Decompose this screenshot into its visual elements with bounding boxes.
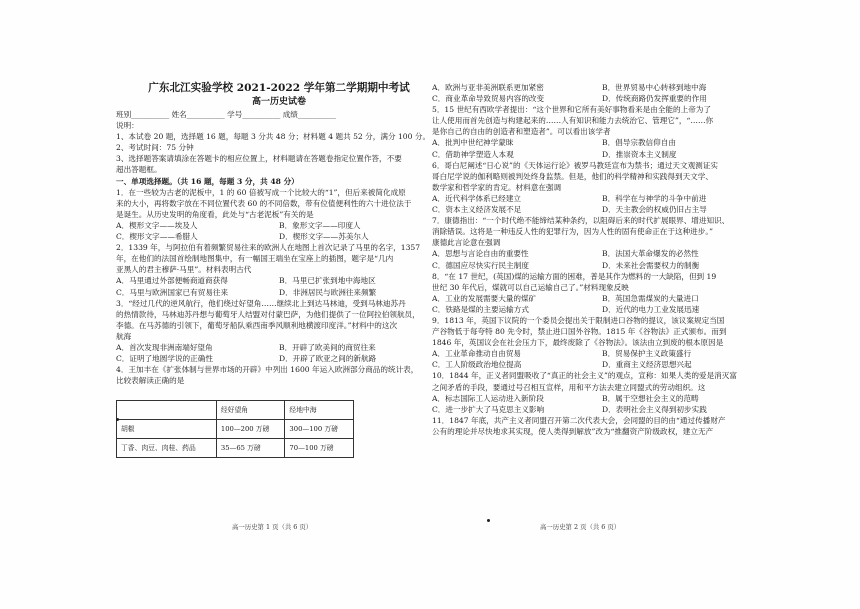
- question-4: [116, 364, 442, 458]
- table-cell: 100—200 万磅: [216, 420, 285, 439]
- table-row: [117, 439, 354, 458]
- question-text: 3．“经过几代的逆风航行，他们绕过好望角……继续北上到达马林迪，受到马林迪苏丹: [116, 298, 406, 308]
- question-text: 产谷物低于每夸特 80 先令时，禁止进口国外谷物。1815 年《谷物法》正式颁布。而到: [432, 327, 727, 337]
- option-c: C．借助神学塑造人本观: [432, 149, 514, 159]
- option-c: C．商业革命导致贸易内容的改变: [432, 94, 545, 104]
- question-6: [432, 160, 772, 215]
- option-d: D．传统商路仍发挥重要的作用: [602, 94, 707, 104]
- option-c: C．马里与欧洲国家已有贸易往来: [116, 287, 229, 297]
- option-b: B．象形文字——印度人: [279, 220, 361, 230]
- student-info-line: 班别__________ 姓名__________ 学号__________ 成绩__________: [116, 110, 336, 119]
- table-cell: 胡椒: [117, 420, 217, 439]
- option-row: [432, 137, 772, 148]
- option-c: C．德国应尽快实行民主制度: [432, 260, 529, 270]
- question-text: 8．“在 17 世纪，(英国)煤的运输方面的困难，普是其作为燃料的一大缺陷，但到 19: [432, 271, 717, 281]
- option-c: C．资本主义经济发展不足: [432, 205, 522, 215]
- question-text: 11．1847 年底，共产主义者同盟召开第二次代表大会，会同盟的目的由“通过传播财产: [432, 415, 726, 425]
- question-text: 航海: [116, 331, 132, 341]
- option-row: [116, 275, 442, 286]
- instructions-title: 说明：: [116, 121, 139, 131]
- option-b: B．贸易保护主义政策盛行: [602, 349, 692, 359]
- page-footer-right: 高一历史第 2 页（共 6 页）: [540, 523, 621, 531]
- instruction-line: 2、考试时间：75 分钟: [116, 143, 194, 153]
- question-text: 1．在一些较为古老的泥板中，1 的 60 倍被写成一个比较大的“1”，但后来被简化成原: [116, 187, 406, 197]
- option-b: B．倡导宗教信仰自由: [602, 138, 676, 148]
- option-a: A．思想与言论自由的重要性: [432, 249, 529, 259]
- option-a: A．楔形文字——埃及人: [116, 220, 198, 230]
- exam-page-left: [116, 82, 442, 512]
- question-text: 亚黑人的君主穆萨·马里”。材料表明古代: [116, 265, 252, 275]
- instruction-line: 3、选择题答案请填涂在答题卡的相应位置上，材料题请在答题卷指定位置作答，不要: [116, 154, 402, 164]
- question-text: 7．康德指出：“一个时代绝不能缔结某种条约，以阻碍后来的时代扩展眼界、增进知识、: [432, 216, 730, 226]
- option-b: B．马里已扩张到地中海地区: [279, 276, 376, 286]
- option-d: D．未来社会需要权力的制衡: [602, 260, 700, 270]
- option-b: B．科学在与神学的斗争中前进: [602, 193, 707, 203]
- table-cell: 300—100 万磅: [285, 420, 354, 439]
- exam-title: 广东北江实验学校 2021-2022 学年第二学期期中考试: [148, 82, 410, 94]
- instruction-line: 1、本试卷 20 题，选择题 16 题，每题 3 分共 48 分；材料题 4 题共 52 分，满分 100 分。: [116, 132, 431, 142]
- question-text: 哥白尼学说的伽利略则被判处终身监禁。但是，他们的科学精神和实践得到天文学、: [432, 171, 713, 181]
- scan-dot-mark: [116, 418, 119, 421]
- question-text: 年，在他们的法国首绘制地图集中，有一幅国王端坐在宝座上的插图，题字是“几内: [116, 254, 394, 264]
- section-heading: 一、单项选择题。（共 16 题，每题 3 分，共 48 分）: [116, 176, 299, 186]
- page-footer-left: 高一历史第 1 页（共 6 页）: [232, 523, 313, 531]
- option-row: [116, 231, 442, 242]
- table-header-cell: 经好望角: [216, 401, 285, 420]
- table-cell: 丁香、肉豆、肉桂、药品: [117, 439, 217, 458]
- option-d: D．开辟了欧亚之间的新航路: [279, 354, 377, 364]
- option-a: A．近代科学体系已经建立: [432, 193, 522, 203]
- question-3: [116, 298, 442, 365]
- question-text: 4．王加丰在《扩张体制与世界市场的开辟》中列出 1600 年运入欧洲部分商品的统计表，: [116, 365, 419, 375]
- option-row: [432, 260, 772, 271]
- option-d: D．天主教会的权威仍旧占主导: [602, 205, 707, 215]
- option-c: C．楔形文字——希腊人: [116, 232, 198, 242]
- option-d: D．近代的电力工业发展迅速: [602, 304, 700, 314]
- question-text: 的热情款待，马林迪苏丹想与葡萄牙人结盟对付蒙巴萨，为他们提供了一位阿拉伯领航员，: [116, 309, 420, 319]
- instruction-line: 超出答题框。: [116, 165, 162, 175]
- option-row: [432, 93, 772, 104]
- option-row: [116, 220, 442, 231]
- option-row: [432, 149, 772, 160]
- question-2: [116, 242, 442, 297]
- question-text: 让人使用而首先创造与构建起来的……人有知识和能力去统治它、管理它”，“……你: [432, 116, 714, 126]
- option-row: [116, 342, 442, 353]
- question-11: [432, 415, 772, 437]
- option-row: [432, 293, 772, 304]
- question-text: 世纪 30 年代后，煤就可以自己运输自己了。”材料现象反映: [432, 282, 629, 292]
- question-text: 比较表解读正确的是: [116, 376, 185, 386]
- option-c: C．证明了地圆学说的正确性: [116, 354, 213, 364]
- question-text: 10．1844 年，正义者同盟吸收了“真正的社会主义”的观点，宣称：如果人类的爱是消灭富: [432, 371, 737, 381]
- table-row: [117, 420, 354, 439]
- option-c: C．铁路是煤的主要运输方式: [432, 304, 529, 314]
- table-header-cell: 经地中海: [285, 401, 354, 420]
- option-a: A．首次发现非洲南端好望角: [116, 342, 213, 352]
- question-text: 来的大小，再将数字放在不同位置代表 60 的不同倍数，带有位值便利性的六十进位法于: [116, 198, 412, 208]
- question-5: [432, 104, 772, 159]
- table-header-cell: [117, 401, 217, 420]
- option-row: [432, 248, 772, 259]
- question-text: 2．1339 年，与阿拉伯有着频繁贸易往来的欧洲人在地图上首次记录了马里的名字，1357: [116, 243, 421, 253]
- question-10: [432, 370, 772, 414]
- option-a: A．批判中世纪神学蒙昧: [432, 138, 514, 148]
- question-text: 数学家和哲学家的肯定。材料意在强调: [432, 182, 562, 192]
- option-row: [432, 404, 772, 415]
- exam-subtitle: 高一历史试卷: [251, 97, 306, 107]
- instructions: [116, 131, 442, 175]
- table-cell: 70—100 万磅: [285, 439, 354, 458]
- option-c: C．工人阶级政治地位提高: [432, 360, 522, 370]
- exam-page-right: [432, 82, 772, 512]
- option-a: A．欧洲与亚非美洲联系更加紧密: [432, 83, 544, 92]
- option-row: [432, 348, 772, 359]
- option-b: B．英国急需煤炭的大量进口: [602, 293, 699, 303]
- question-7: [432, 215, 772, 270]
- question-text: 康德此言论意在强调: [432, 238, 501, 248]
- option-b: B．世界贸易中心转移到地中海: [602, 83, 707, 92]
- option-d: D．非洲居民与欧洲往来频繁: [279, 287, 377, 297]
- option-b: B．属于空想社会主义的范畴: [602, 393, 699, 403]
- question-text: 李德。在马苏德的引领下，葡萄牙船队乘西南季风顺利地横渡印度洋。”材料中的这次: [116, 320, 398, 330]
- table-cell: 35—65 万磅: [216, 439, 285, 458]
- option-a: A．标志国际工人运动进入新阶段: [432, 393, 544, 403]
- option-row: [432, 204, 772, 215]
- option-row: [116, 287, 442, 298]
- question-text: 9．1813 年，英国下议院的一个委员会提出关于限制进口谷物的提议，该议案规定当国: [432, 315, 725, 325]
- question-text: 5．15 世纪有西欧学者提出：“这个世界和它所有美好事物看来是由全能的上帝为了: [432, 105, 711, 115]
- option-b: B．开辟了欧美间的商贸往来: [279, 342, 376, 352]
- option-a: A．马里通过外部便畅商道商获得: [116, 276, 228, 286]
- option-row: [432, 82, 772, 93]
- question-text: 消除错误。这将是一种违反人性的犯罪行为，因为人性的固有使命正在于这种进步。”: [432, 227, 714, 237]
- question-text: 6．哥白尼阐述“日心说”的《天体运行论》被罗马教廷宣布为禁书；通过天文观测证实: [432, 160, 718, 170]
- question-text: 1846 年，英国议会在社会压力下，最终废除了《谷物法》。该法由立到废的根本原因是: [432, 338, 724, 348]
- option-row: [432, 359, 772, 370]
- question-9: [432, 315, 772, 370]
- option-b: B．法国大革命爆发的必然性: [602, 249, 699, 259]
- option-c: C．进一步扩大了马克思主义影响: [432, 404, 545, 414]
- question-8: [432, 271, 772, 315]
- option-d: D．表明社会主义得到初步实践: [602, 404, 707, 414]
- question-1: [116, 187, 442, 242]
- option-row: [432, 304, 772, 315]
- table-header-row: [117, 401, 354, 420]
- scan-dot-mark: [487, 519, 490, 522]
- option-row: [432, 193, 772, 204]
- option-d: D．楔形文字——苏美尔人: [279, 232, 369, 242]
- option-d: D．重商主义经济思想兴起: [602, 360, 692, 370]
- question-text: 是诞生。从历史发明的角度看，此处与“古老泥板”有关的是: [116, 209, 314, 219]
- question-text: 是你自己的自由的创造者和塑造者”。可以看出该学者: [432, 127, 611, 137]
- option-row: [116, 353, 442, 364]
- option-row: [432, 393, 772, 404]
- option-a: A．工业的发展需要大量的煤矿: [432, 293, 537, 303]
- goods-statistics-table: [116, 400, 354, 458]
- question-text: 公有的理论并尽快地求其实现，使人类得到解放”改为“推翻资产阶级政权，建立无产: [432, 426, 714, 436]
- question-text: 之间矛盾的手段，要通过号召相互宣样，用和平方法去建立同盟式的劳动组织。这: [432, 382, 706, 392]
- option-d: D．推崇资本主义制度: [602, 149, 677, 159]
- option-a: A．工业革命推动自由贸易: [432, 349, 522, 359]
